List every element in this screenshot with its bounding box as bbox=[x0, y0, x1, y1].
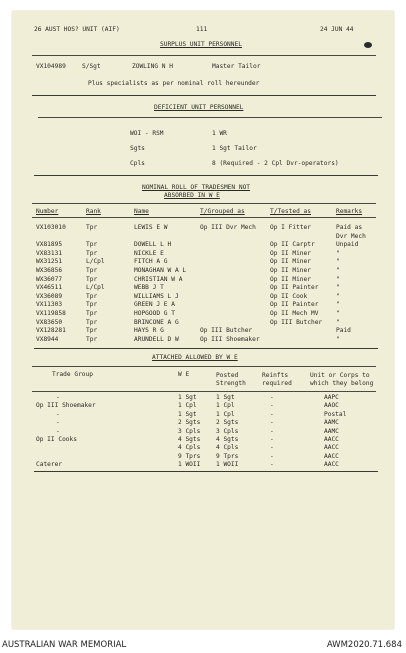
deficient-count: 8 (Required - 2 Cpl Dvr-operators) bbox=[212, 160, 339, 167]
table-row bbox=[12, 225, 394, 233]
table-cell: VX103010 bbox=[36, 224, 66, 231]
table-cell: 1 Cpl bbox=[216, 410, 235, 418]
divider bbox=[32, 95, 376, 96]
col-we: W E bbox=[178, 371, 190, 378]
table-cell: 1 Sgt bbox=[178, 394, 197, 401]
table-row bbox=[12, 242, 394, 250]
table-cell: Op II Miner bbox=[270, 267, 311, 274]
table-cell: " bbox=[336, 284, 340, 292]
table-cell: Postal bbox=[324, 410, 347, 418]
table-cell: Tpr bbox=[86, 310, 98, 317]
table-cell: 4 Cpls bbox=[216, 444, 239, 452]
header-page-number: 111 bbox=[196, 26, 208, 33]
table-row bbox=[12, 311, 394, 319]
col-grouped: T/Grouped as bbox=[200, 208, 245, 215]
table-cell: " bbox=[336, 258, 340, 266]
divider bbox=[32, 203, 376, 204]
table-cell: - bbox=[270, 427, 274, 435]
table-cell: - bbox=[56, 419, 60, 427]
table-cell: " bbox=[336, 310, 340, 317]
surplus-note: Plus specialists as per nominal roll hereunder bbox=[88, 80, 260, 87]
table-cell: Op III Shoemaker bbox=[200, 335, 260, 343]
table-cell: L/Cpl bbox=[86, 258, 105, 266]
table-cell: 2 Sgts bbox=[178, 419, 201, 427]
table-row bbox=[12, 462, 394, 470]
table-cell: VX36089 bbox=[36, 292, 63, 300]
table-cell: CHRISTIAN W A bbox=[134, 275, 183, 283]
table-cell: Caterer bbox=[36, 461, 63, 469]
table-row bbox=[12, 285, 394, 293]
table-cell: - bbox=[56, 427, 60, 435]
col-number: Number bbox=[36, 208, 59, 215]
table-cell: 4 Sgts bbox=[216, 436, 239, 443]
table-cell: Tpr bbox=[86, 327, 98, 335]
table-cell: Tpr bbox=[86, 224, 98, 231]
table-cell: WX36856 bbox=[36, 267, 63, 274]
table-cell: - bbox=[270, 444, 274, 452]
header-unit: 26 AUST HOS? UNIT (AIF) bbox=[34, 26, 120, 33]
table-cell: " bbox=[336, 275, 340, 283]
table-cell: Tpr bbox=[86, 249, 98, 257]
table-cell: Tpr bbox=[86, 292, 98, 300]
table-cell: - bbox=[270, 410, 274, 418]
table-cell: AACC bbox=[324, 436, 339, 443]
table-cell: Op II Carptr bbox=[270, 241, 315, 249]
table-cell: FITCH A G bbox=[134, 258, 168, 266]
table-cell: Op II Cooks bbox=[36, 436, 77, 443]
table-cell: 3 Cpls bbox=[178, 427, 201, 435]
table-cell: NICKLE E bbox=[134, 249, 164, 257]
col-tested: T/Tested as bbox=[270, 208, 311, 215]
table-cell: Op III Shoemaker bbox=[36, 402, 96, 410]
table-cell: Op II Miner bbox=[270, 249, 311, 257]
table-cell: L/Cpl bbox=[86, 284, 105, 292]
table-cell: Op I Fitter bbox=[270, 224, 311, 231]
divider bbox=[32, 55, 376, 56]
table-cell: VX81895 bbox=[36, 241, 63, 249]
table-cell: 1 WOII bbox=[178, 461, 201, 469]
table-cell: Dvr Mech bbox=[336, 232, 366, 240]
table-cell: " bbox=[336, 267, 340, 274]
table-cell: VX11303 bbox=[36, 301, 63, 309]
table-cell: AAPC bbox=[324, 394, 339, 401]
table-cell: - bbox=[56, 410, 60, 418]
col-reinfts bbox=[262, 372, 306, 388]
col-unit-corps bbox=[310, 372, 386, 388]
table-cell: Op II Cook bbox=[270, 292, 308, 300]
deficient-count: 1 WR bbox=[212, 130, 227, 137]
table-cell: Op II Painter bbox=[270, 284, 319, 292]
footer-institution: AUSTRALIAN WAR MEMORIAL bbox=[2, 640, 127, 650]
table-cell: Op III Butcher bbox=[200, 327, 253, 335]
table-cell: VX83650 bbox=[36, 318, 63, 326]
table-cell: 1 Sgt bbox=[178, 410, 197, 418]
table-cell: LEWIS E W bbox=[134, 224, 168, 231]
archive-footer bbox=[0, 631, 406, 653]
surplus-name: ZOWLING N H bbox=[132, 63, 173, 70]
surplus-role: Master Tailor bbox=[212, 63, 261, 70]
deficient-rank: Sgts bbox=[130, 145, 145, 152]
table-cell: " bbox=[336, 318, 340, 326]
table-cell: 1 WOII bbox=[216, 461, 239, 469]
table-row bbox=[12, 328, 394, 336]
table-cell: Tpr bbox=[86, 318, 98, 326]
table-cell: " bbox=[336, 249, 340, 257]
table-cell: " bbox=[336, 292, 340, 300]
attached-title: ATTACHED ALLOWED BY W E bbox=[152, 354, 238, 361]
deficient-rank: Cpls bbox=[130, 160, 145, 167]
table-cell: " bbox=[336, 301, 340, 309]
table-cell: AAMC bbox=[324, 427, 339, 435]
divider bbox=[32, 366, 376, 367]
table-cell: Paid as bbox=[336, 224, 363, 231]
table-row bbox=[12, 337, 394, 345]
divider bbox=[32, 391, 376, 392]
table-cell: Tpr bbox=[86, 267, 98, 274]
table-cell: DOWELL L H bbox=[134, 241, 172, 249]
nominal-subtitle: ABSORBED IN W E bbox=[164, 192, 220, 199]
table-cell: 3 Cpls bbox=[216, 427, 239, 435]
divider bbox=[34, 471, 378, 472]
table-cell: - bbox=[270, 436, 274, 443]
table-cell: WX31251 bbox=[36, 258, 63, 266]
table-cell: - bbox=[56, 394, 60, 401]
table-cell: GREEN J E A bbox=[134, 301, 175, 309]
surplus-number: VX104989 bbox=[36, 63, 66, 70]
table-cell: AACC bbox=[324, 461, 339, 469]
table-cell: AAMC bbox=[324, 419, 339, 427]
table-cell: ARUNDELL D W bbox=[134, 335, 179, 343]
deficient-rank: WOI - RSM bbox=[130, 130, 164, 137]
table-cell: MONAGHAN W A L bbox=[134, 267, 187, 274]
table-cell: 1 Cpl bbox=[216, 402, 235, 410]
table-cell: - bbox=[270, 402, 274, 410]
table-cell: AACC bbox=[324, 452, 339, 460]
table-row bbox=[12, 268, 394, 276]
table-cell: HOPGOOD G T bbox=[134, 310, 175, 317]
table-cell: VX83131 bbox=[36, 249, 63, 257]
table-cell: 9 Tprs bbox=[178, 452, 201, 460]
col-reinfts-label: Reinfts required bbox=[262, 372, 292, 387]
table-cell: AACC bbox=[324, 444, 339, 452]
table-cell: Tpr bbox=[86, 301, 98, 309]
table-cell: Paid bbox=[336, 327, 351, 335]
deficient-count: 1 Sgt Tailor bbox=[212, 145, 257, 152]
deficient-title: DEFICIENT UNIT PERSONNEL bbox=[154, 104, 244, 111]
table-cell: - bbox=[270, 452, 274, 460]
table-cell: Op II Painter bbox=[270, 301, 319, 309]
table-cell: BRINCONE A G bbox=[134, 318, 179, 326]
table-cell: VX119858 bbox=[36, 310, 66, 317]
divider bbox=[38, 117, 382, 118]
table-cell: WX36077 bbox=[36, 275, 63, 283]
table-cell: Unpaid bbox=[336, 241, 359, 249]
table-cell: 9 Tprs bbox=[216, 452, 239, 460]
col-remarks: Remarks bbox=[336, 208, 363, 215]
table-cell: Op II Miner bbox=[270, 258, 311, 266]
table-cell: Tpr bbox=[86, 275, 98, 283]
table-cell: - bbox=[270, 461, 274, 469]
table-cell: 2 Sgts bbox=[216, 419, 239, 427]
table-cell: AAOC bbox=[324, 402, 339, 410]
table-cell: Op II Mech MV bbox=[270, 310, 319, 317]
table-cell: Op III Dvr Mech bbox=[200, 224, 256, 231]
table-cell: VX8944 bbox=[36, 335, 59, 343]
col-rank: Rank bbox=[86, 208, 101, 215]
table-row bbox=[12, 420, 394, 428]
table-cell: WEBB J T bbox=[134, 284, 164, 292]
table-cell: VX128281 bbox=[36, 327, 66, 335]
divider bbox=[34, 175, 378, 176]
table-cell: 4 Cpls bbox=[178, 444, 201, 452]
table-cell: " bbox=[336, 335, 340, 343]
table-cell: 1 Sgt bbox=[216, 394, 235, 401]
table-cell: Tpr bbox=[86, 241, 98, 249]
col-name: Name bbox=[134, 208, 149, 215]
surplus-rank: S/Sgt bbox=[82, 63, 101, 70]
table-cell: WILLIAMS L J bbox=[134, 292, 179, 300]
table-cell: - bbox=[270, 419, 274, 427]
divider bbox=[32, 217, 376, 218]
divider bbox=[34, 348, 378, 349]
header-date: 24 JUN 44 bbox=[320, 26, 354, 33]
col-posted bbox=[216, 372, 256, 388]
table-cell: VX46511 bbox=[36, 284, 63, 292]
surplus-title: SURPLUS UNIT PERSONNEL bbox=[160, 41, 242, 48]
document-page bbox=[12, 11, 394, 629]
table-cell: HAYS R G bbox=[134, 327, 164, 335]
table-cell: 4 Sgts bbox=[178, 436, 201, 443]
footer-accession: AWM2020.71.684 bbox=[326, 640, 402, 650]
col-unit-corps-label: Unit or Corps to which they belong bbox=[310, 372, 374, 387]
table-cell: Op II Miner bbox=[270, 275, 311, 283]
nominal-title: NOMINAL ROLL OF TRADESMEN NOT bbox=[142, 184, 251, 191]
table-cell: - bbox=[270, 394, 274, 401]
document-body bbox=[12, 11, 394, 629]
table-cell: 1 Cpl bbox=[178, 402, 197, 410]
col-trade-group: Trade Group bbox=[52, 371, 93, 378]
col-posted-label: Posted Strength bbox=[216, 372, 246, 387]
table-cell: Op III Butcher bbox=[270, 318, 323, 326]
table-cell: Tpr bbox=[86, 335, 98, 343]
